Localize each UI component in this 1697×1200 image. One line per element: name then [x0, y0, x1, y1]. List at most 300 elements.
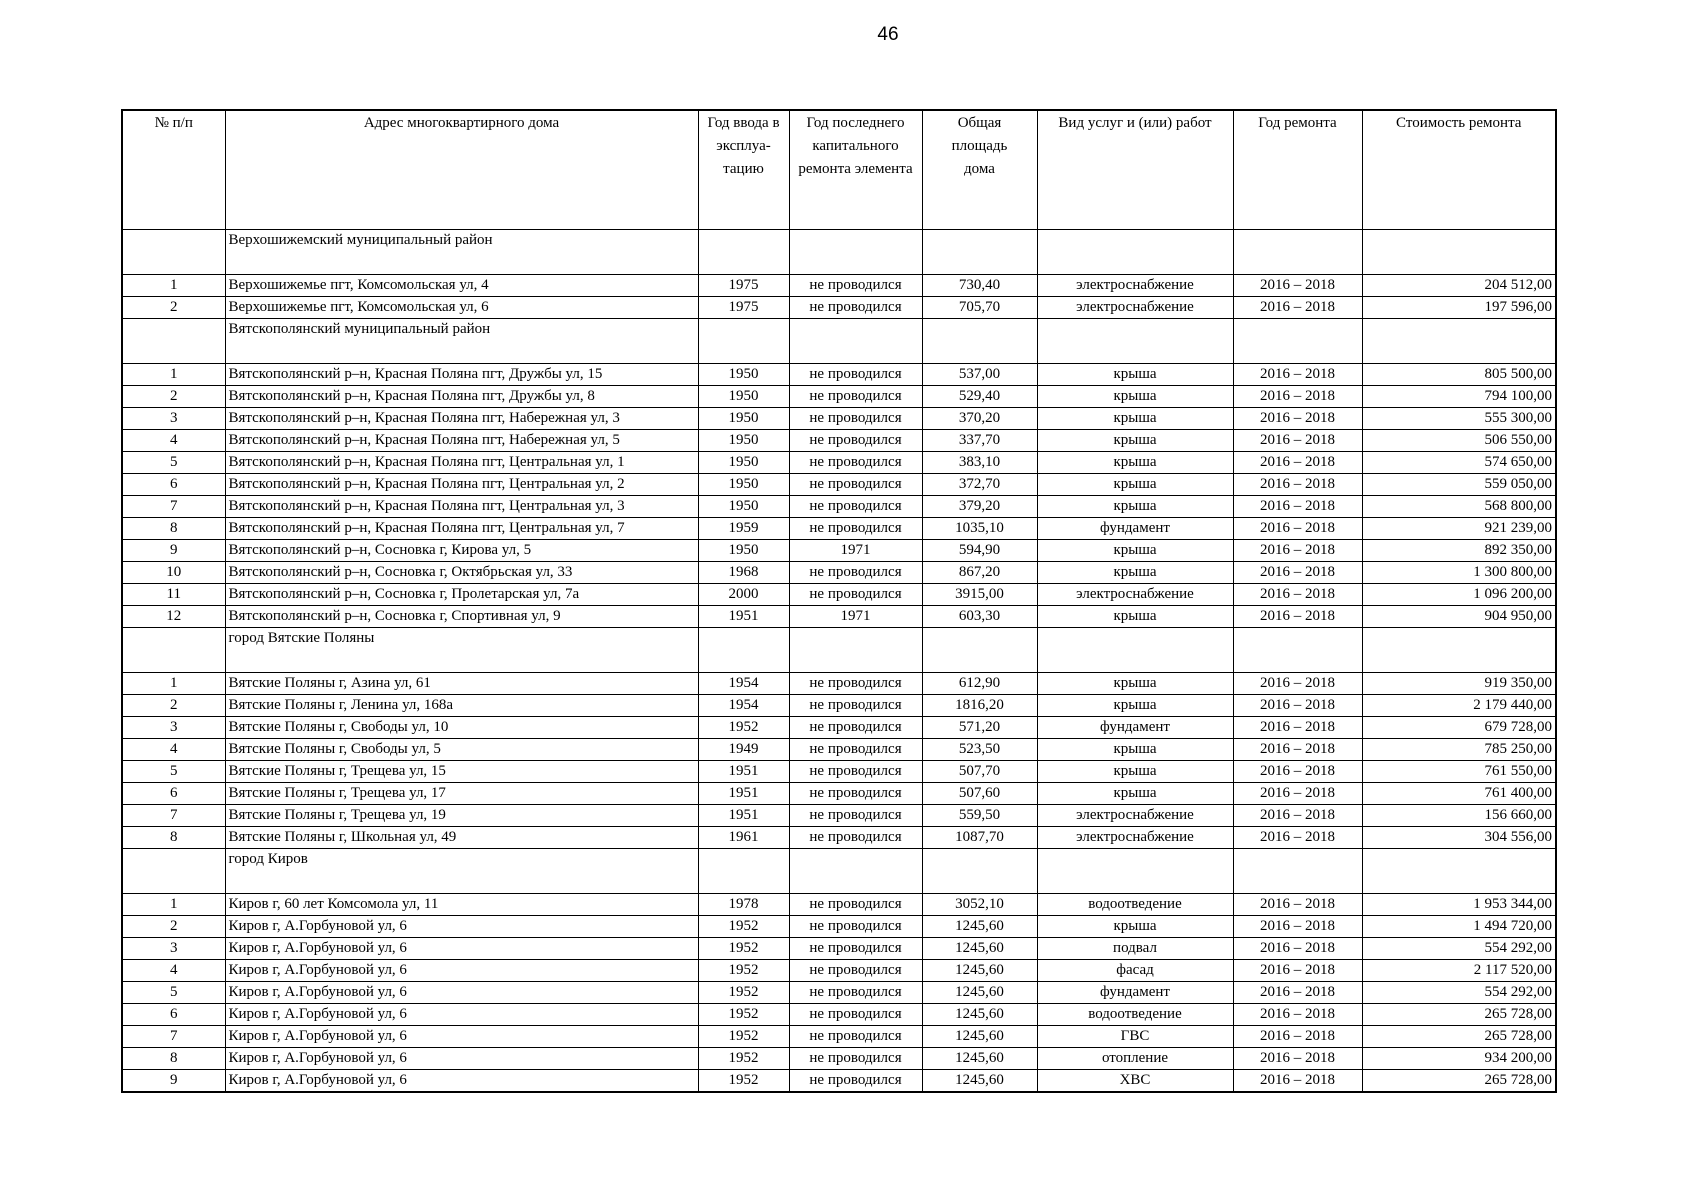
cell-area: 379,20 [922, 496, 1037, 518]
empty-cell [1362, 319, 1556, 364]
cell-repair-year: 2016 – 2018 [1233, 673, 1362, 695]
cell-repair-year: 2016 – 2018 [1233, 1048, 1362, 1070]
cell-cost: 2 117 520,00 [1362, 960, 1556, 982]
empty-cell [789, 319, 922, 364]
cell-last-repair: не проводился [789, 960, 922, 982]
cell-last-repair: 1971 [789, 606, 922, 628]
cell-num: 3 [122, 408, 225, 430]
cell-cost: 892 350,00 [1362, 540, 1556, 562]
cell-cost: 794 100,00 [1362, 386, 1556, 408]
cell-area: 1245,60 [922, 916, 1037, 938]
cell-service: крыша [1037, 761, 1233, 783]
cell-repair-year: 2016 – 2018 [1233, 717, 1362, 739]
cell-address: Киров г, А.Горбуновой ул, 6 [225, 938, 698, 960]
cell-last-repair: не проводился [789, 474, 922, 496]
cell-last-repair: не проводился [789, 297, 922, 319]
cell-year-built: 1954 [698, 673, 789, 695]
table-row [122, 717, 1556, 739]
header-num: № п/п [122, 110, 225, 230]
cell-service: крыша [1037, 452, 1233, 474]
cell-num: 4 [122, 739, 225, 761]
cell-address: Вятские Поляны г, Азина ул, 61 [225, 673, 698, 695]
cell-cost: 921 239,00 [1362, 518, 1556, 540]
cell-address: Вятские Поляны г, Ленина ул, 168а [225, 695, 698, 717]
cell-year-built: 1952 [698, 717, 789, 739]
cell-num: 1 [122, 275, 225, 297]
cell-service: электроснабжение [1037, 297, 1233, 319]
cell-cost: 568 800,00 [1362, 496, 1556, 518]
cell-address: Вятскополянский р–н, Красная Поляна пгт, Набережная ул, 5 [225, 430, 698, 452]
table-row [122, 1026, 1556, 1048]
table-row [122, 960, 1556, 982]
table-row [122, 916, 1556, 938]
cell-area: 1816,20 [922, 695, 1037, 717]
cell-repair-year: 2016 – 2018 [1233, 408, 1362, 430]
group-title: Верхошижемский муниципальный район [225, 230, 698, 275]
empty-cell [789, 230, 922, 275]
cell-repair-year: 2016 – 2018 [1233, 606, 1362, 628]
cell-cost: 919 350,00 [1362, 673, 1556, 695]
cell-year-built: 1968 [698, 562, 789, 584]
cell-cost: 554 292,00 [1362, 982, 1556, 1004]
cell-repair-year: 2016 – 2018 [1233, 739, 1362, 761]
cell-cost: 1 494 720,00 [1362, 916, 1556, 938]
cell-address: Вятские Поляны г, Трещева ул, 17 [225, 783, 698, 805]
cell-service: крыша [1037, 562, 1233, 584]
cell-area: 1245,60 [922, 938, 1037, 960]
cell-repair-year: 2016 – 2018 [1233, 827, 1362, 849]
cell-area: 1245,60 [922, 1048, 1037, 1070]
table-row [122, 452, 1556, 474]
cell-repair-year: 2016 – 2018 [1233, 518, 1362, 540]
cell-cost: 156 660,00 [1362, 805, 1556, 827]
cell-num: 6 [122, 783, 225, 805]
cell-year-built: 1975 [698, 275, 789, 297]
header-service: Вид услуг и (или) работ [1037, 110, 1233, 230]
cell-address: Вятскополянский р–н, Красная Поляна пгт, Центральная ул, 3 [225, 496, 698, 518]
cell-address: Вятскополянский р–н, Сосновка г, Пролетарская ул, 7а [225, 584, 698, 606]
table-row [122, 364, 1556, 386]
cell-area: 612,90 [922, 673, 1037, 695]
cell-repair-year: 2016 – 2018 [1233, 916, 1362, 938]
cell-last-repair: не проводился [789, 827, 922, 849]
cell-area: 1245,60 [922, 1070, 1037, 1093]
cell-year-built: 1950 [698, 430, 789, 452]
cell-area: 1087,70 [922, 827, 1037, 849]
table-row [122, 275, 1556, 297]
empty-cell [122, 230, 225, 275]
empty-cell [1233, 628, 1362, 673]
empty-cell [1037, 628, 1233, 673]
cell-num: 4 [122, 960, 225, 982]
cell-cost: 265 728,00 [1362, 1026, 1556, 1048]
cell-num: 1 [122, 894, 225, 916]
cell-num: 5 [122, 452, 225, 474]
cell-num: 4 [122, 430, 225, 452]
cell-cost: 574 650,00 [1362, 452, 1556, 474]
cell-repair-year: 2016 – 2018 [1233, 474, 1362, 496]
empty-cell [789, 628, 922, 673]
cell-service: крыша [1037, 695, 1233, 717]
cell-address: Верхошижемье пгт, Комсомольская ул, 4 [225, 275, 698, 297]
table-row [122, 938, 1556, 960]
header-address: Адрес многоквартирного дома [225, 110, 698, 230]
cell-address: Вятскополянский р–н, Красная Поляна пгт, Дружбы ул, 8 [225, 386, 698, 408]
empty-cell [1362, 849, 1556, 894]
table-row [122, 297, 1556, 319]
cell-address: Вятские Поляны г, Школьная ул, 49 [225, 827, 698, 849]
table-row [122, 496, 1556, 518]
cell-cost: 904 950,00 [1362, 606, 1556, 628]
table-body [122, 230, 1556, 1093]
cell-repair-year: 2016 – 2018 [1233, 982, 1362, 1004]
empty-cell [1037, 849, 1233, 894]
cell-num: 9 [122, 540, 225, 562]
empty-cell [789, 849, 922, 894]
cell-cost: 559 050,00 [1362, 474, 1556, 496]
cell-address: Вятскополянский р–н, Сосновка г, Спортивная ул, 9 [225, 606, 698, 628]
table-row [122, 518, 1556, 540]
group-row [122, 230, 1556, 275]
cell-num: 5 [122, 761, 225, 783]
cell-num: 7 [122, 496, 225, 518]
cell-cost: 785 250,00 [1362, 739, 1556, 761]
cell-service: водоотведение [1037, 1004, 1233, 1026]
cell-year-built: 1952 [698, 916, 789, 938]
cell-area: 3052,10 [922, 894, 1037, 916]
cell-cost: 1 300 800,00 [1362, 562, 1556, 584]
empty-cell [698, 319, 789, 364]
cell-address: Киров г, А.Горбуновой ул, 6 [225, 960, 698, 982]
cell-repair-year: 2016 – 2018 [1233, 496, 1362, 518]
empty-cell [1233, 319, 1362, 364]
header-repair-year: Год ремонта [1233, 110, 1362, 230]
cell-cost: 265 728,00 [1362, 1004, 1556, 1026]
cell-service: фундамент [1037, 717, 1233, 739]
cell-cost: 554 292,00 [1362, 938, 1556, 960]
cell-area: 867,20 [922, 562, 1037, 584]
empty-cell [922, 319, 1037, 364]
cell-area: 523,50 [922, 739, 1037, 761]
table-row [122, 982, 1556, 1004]
cell-cost: 304 556,00 [1362, 827, 1556, 849]
cell-num: 3 [122, 717, 225, 739]
cell-repair-year: 2016 – 2018 [1233, 805, 1362, 827]
cell-last-repair: не проводился [789, 584, 922, 606]
page-number: 46 [877, 24, 899, 45]
cell-service: водоотведение [1037, 894, 1233, 916]
cell-service: крыша [1037, 673, 1233, 695]
cell-repair-year: 2016 – 2018 [1233, 297, 1362, 319]
empty-cell [1362, 230, 1556, 275]
cell-last-repair: не проводился [789, 982, 922, 1004]
cell-address: Вятскополянский р–н, Красная Поляна пгт, Центральная ул, 7 [225, 518, 698, 540]
cell-area: 3915,00 [922, 584, 1037, 606]
cell-area: 507,70 [922, 761, 1037, 783]
cell-year-built: 1952 [698, 982, 789, 1004]
cell-address: Вятские Поляны г, Свободы ул, 10 [225, 717, 698, 739]
table-row [122, 1048, 1556, 1070]
cell-last-repair: не проводился [789, 894, 922, 916]
cell-last-repair: не проводился [789, 695, 922, 717]
cell-last-repair: не проводился [789, 717, 922, 739]
cell-last-repair: не проводился [789, 938, 922, 960]
cell-address: Киров г, А.Горбуновой ул, 6 [225, 1004, 698, 1026]
empty-cell [698, 230, 789, 275]
cell-service: крыша [1037, 783, 1233, 805]
cell-service: электроснабжение [1037, 827, 1233, 849]
table-row [122, 584, 1556, 606]
cell-num: 8 [122, 518, 225, 540]
cell-last-repair: не проводился [789, 673, 922, 695]
cell-area: 529,40 [922, 386, 1037, 408]
cell-area: 705,70 [922, 297, 1037, 319]
cell-cost: 204 512,00 [1362, 275, 1556, 297]
cell-year-built: 1951 [698, 606, 789, 628]
cell-year-built: 1950 [698, 540, 789, 562]
cell-address: Верхошижемье пгт, Комсомольская ул, 6 [225, 297, 698, 319]
cell-repair-year: 2016 – 2018 [1233, 761, 1362, 783]
table-row [122, 894, 1556, 916]
cell-address: Вятскополянский р–н, Красная Поляна пгт, Дружбы ул, 15 [225, 364, 698, 386]
cell-area: 337,70 [922, 430, 1037, 452]
table-row [122, 805, 1556, 827]
table-row [122, 540, 1556, 562]
cell-year-built: 1952 [698, 1070, 789, 1093]
cell-area: 372,70 [922, 474, 1037, 496]
cell-year-built: 1951 [698, 783, 789, 805]
cell-last-repair: не проводился [789, 761, 922, 783]
cell-service: крыша [1037, 364, 1233, 386]
cell-year-built: 1959 [698, 518, 789, 540]
cell-num: 1 [122, 673, 225, 695]
cell-service: крыша [1037, 408, 1233, 430]
table-row [122, 606, 1556, 628]
cell-area: 537,00 [922, 364, 1037, 386]
table-row [122, 1070, 1556, 1093]
empty-cell [1037, 230, 1233, 275]
cell-cost: 555 300,00 [1362, 408, 1556, 430]
cell-repair-year: 2016 – 2018 [1233, 1026, 1362, 1048]
cell-address: Киров г, А.Горбуновой ул, 6 [225, 916, 698, 938]
cell-last-repair: не проводился [789, 408, 922, 430]
cell-address: Киров г, А.Горбуновой ул, 6 [225, 1070, 698, 1093]
cell-repair-year: 2016 – 2018 [1233, 1004, 1362, 1026]
table-row [122, 562, 1556, 584]
cell-repair-year: 2016 – 2018 [1233, 783, 1362, 805]
cell-last-repair: не проводился [789, 386, 922, 408]
group-row [122, 319, 1556, 364]
repair-registry-table [121, 109, 1557, 1093]
cell-address: Киров г, А.Горбуновой ул, 6 [225, 1048, 698, 1070]
cell-service: крыша [1037, 430, 1233, 452]
cell-year-built: 1975 [698, 297, 789, 319]
cell-address: Вятские Поляны г, Трещева ул, 19 [225, 805, 698, 827]
cell-repair-year: 2016 – 2018 [1233, 540, 1362, 562]
cell-area: 370,20 [922, 408, 1037, 430]
cell-repair-year: 2016 – 2018 [1233, 364, 1362, 386]
cell-num: 5 [122, 982, 225, 1004]
cell-area: 1245,60 [922, 960, 1037, 982]
cell-service: крыша [1037, 474, 1233, 496]
cell-num: 7 [122, 805, 225, 827]
cell-cost: 761 400,00 [1362, 783, 1556, 805]
table-header [122, 110, 1556, 230]
cell-num: 1 [122, 364, 225, 386]
cell-cost: 934 200,00 [1362, 1048, 1556, 1070]
cell-num: 9 [122, 1070, 225, 1093]
cell-year-built: 1952 [698, 960, 789, 982]
cell-service: крыша [1037, 606, 1233, 628]
cell-last-repair: не проводился [789, 518, 922, 540]
cell-num: 7 [122, 1026, 225, 1048]
empty-cell [122, 849, 225, 894]
cell-last-repair: не проводился [789, 1048, 922, 1070]
cell-service: электроснабжение [1037, 275, 1233, 297]
cell-repair-year: 2016 – 2018 [1233, 695, 1362, 717]
header-cost: Стоимость ремонта [1362, 110, 1556, 230]
cell-area: 1245,60 [922, 1026, 1037, 1048]
cell-service: крыша [1037, 496, 1233, 518]
cell-year-built: 1951 [698, 805, 789, 827]
cell-last-repair: не проводился [789, 496, 922, 518]
table-row [122, 827, 1556, 849]
cell-area: 603,30 [922, 606, 1037, 628]
cell-num: 8 [122, 1048, 225, 1070]
cell-area: 559,50 [922, 805, 1037, 827]
cell-repair-year: 2016 – 2018 [1233, 430, 1362, 452]
cell-cost: 197 596,00 [1362, 297, 1556, 319]
cell-cost: 805 500,00 [1362, 364, 1556, 386]
header-last-repair: Год последнего капитального ремонта элемента [789, 110, 922, 230]
cell-address: Вятскополянский р–н, Красная Поляна пгт, Центральная ул, 2 [225, 474, 698, 496]
table-row [122, 386, 1556, 408]
table-row [122, 1004, 1556, 1026]
cell-year-built: 1949 [698, 739, 789, 761]
cell-area: 383,10 [922, 452, 1037, 474]
cell-address: Киров г, А.Горбуновой ул, 6 [225, 1026, 698, 1048]
cell-repair-year: 2016 – 2018 [1233, 938, 1362, 960]
cell-area: 1245,60 [922, 1004, 1037, 1026]
cell-last-repair: не проводился [789, 275, 922, 297]
group-title: город Вятские Поляны [225, 628, 698, 673]
cell-repair-year: 2016 – 2018 [1233, 1070, 1362, 1093]
empty-cell [1362, 628, 1556, 673]
header-year-built: Год ввода в эксплуа-тацию [698, 110, 789, 230]
cell-cost: 1 096 200,00 [1362, 584, 1556, 606]
group-row [122, 628, 1556, 673]
cell-last-repair: не проводился [789, 783, 922, 805]
cell-year-built: 1950 [698, 474, 789, 496]
empty-cell [1233, 849, 1362, 894]
cell-service: подвал [1037, 938, 1233, 960]
cell-last-repair: не проводился [789, 452, 922, 474]
cell-repair-year: 2016 – 2018 [1233, 275, 1362, 297]
table-row [122, 739, 1556, 761]
cell-service: ГВС [1037, 1026, 1233, 1048]
cell-repair-year: 2016 – 2018 [1233, 562, 1362, 584]
cell-area: 507,60 [922, 783, 1037, 805]
cell-area: 571,20 [922, 717, 1037, 739]
header-area: Общая площадь дома [922, 110, 1037, 230]
cell-service: крыша [1037, 739, 1233, 761]
table-row [122, 761, 1556, 783]
cell-service: фундамент [1037, 518, 1233, 540]
cell-service: отопление [1037, 1048, 1233, 1070]
cell-num: 2 [122, 386, 225, 408]
cell-year-built: 1950 [698, 364, 789, 386]
cell-year-built: 1952 [698, 1026, 789, 1048]
empty-cell [922, 230, 1037, 275]
cell-service: фасад [1037, 960, 1233, 982]
cell-year-built: 1950 [698, 408, 789, 430]
cell-address: Вятскополянский р–н, Красная Поляна пгт, Набережная ул, 3 [225, 408, 698, 430]
group-title: Вятскополянский муниципальный район [225, 319, 698, 364]
cell-service: электроснабжение [1037, 805, 1233, 827]
cell-num: 8 [122, 827, 225, 849]
cell-num: 2 [122, 695, 225, 717]
cell-last-repair: не проводился [789, 1004, 922, 1026]
cell-year-built: 1952 [698, 938, 789, 960]
group-row [122, 849, 1556, 894]
cell-repair-year: 2016 – 2018 [1233, 584, 1362, 606]
empty-cell [698, 849, 789, 894]
cell-year-built: 1950 [698, 386, 789, 408]
cell-repair-year: 2016 – 2018 [1233, 452, 1362, 474]
empty-cell [922, 849, 1037, 894]
cell-last-repair: не проводился [789, 739, 922, 761]
cell-cost: 265 728,00 [1362, 1070, 1556, 1093]
cell-service: ХВС [1037, 1070, 1233, 1093]
cell-area: 594,90 [922, 540, 1037, 562]
cell-area: 730,40 [922, 275, 1037, 297]
cell-cost: 679 728,00 [1362, 717, 1556, 739]
cell-area: 1245,60 [922, 982, 1037, 1004]
cell-area: 1035,10 [922, 518, 1037, 540]
cell-repair-year: 2016 – 2018 [1233, 960, 1362, 982]
cell-address: Вятскополянский р–н, Сосновка г, Кирова ул, 5 [225, 540, 698, 562]
empty-cell [922, 628, 1037, 673]
cell-year-built: 1961 [698, 827, 789, 849]
cell-address: Вятские Поляны г, Трещева ул, 15 [225, 761, 698, 783]
cell-last-repair: не проводился [789, 1070, 922, 1093]
cell-year-built: 1952 [698, 1004, 789, 1026]
cell-service: фундамент [1037, 982, 1233, 1004]
cell-cost: 1 953 344,00 [1362, 894, 1556, 916]
cell-year-built: 1950 [698, 496, 789, 518]
empty-cell [122, 628, 225, 673]
empty-cell [1037, 319, 1233, 364]
cell-last-repair: не проводился [789, 364, 922, 386]
cell-year-built: 2000 [698, 584, 789, 606]
cell-address: Вятскополянский р–н, Сосновка г, Октябрьская ул, 33 [225, 562, 698, 584]
cell-num: 6 [122, 1004, 225, 1026]
cell-cost: 2 179 440,00 [1362, 695, 1556, 717]
cell-year-built: 1951 [698, 761, 789, 783]
cell-year-built: 1952 [698, 1048, 789, 1070]
table-row [122, 474, 1556, 496]
cell-num: 2 [122, 916, 225, 938]
cell-year-built: 1954 [698, 695, 789, 717]
cell-cost: 506 550,00 [1362, 430, 1556, 452]
cell-last-repair: 1971 [789, 540, 922, 562]
cell-cost: 761 550,00 [1362, 761, 1556, 783]
empty-cell [1233, 230, 1362, 275]
table-row [122, 783, 1556, 805]
table-row [122, 430, 1556, 452]
cell-service: крыша [1037, 386, 1233, 408]
header-row [122, 110, 1556, 230]
